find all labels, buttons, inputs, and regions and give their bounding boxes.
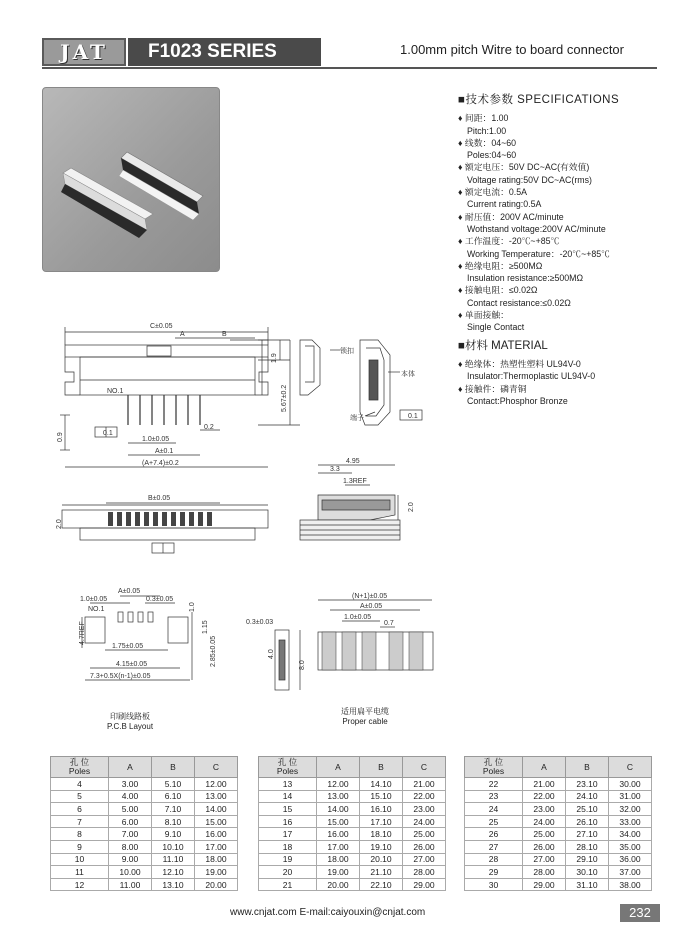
spec-line: Contact resistance:≤0.02Ω xyxy=(467,297,571,308)
cable-caption xyxy=(325,707,405,727)
table-cell: 21.10 xyxy=(360,866,403,879)
cable-dim-a: A±0.05 xyxy=(360,603,383,610)
table-cell: 18.10 xyxy=(360,828,403,841)
material-line: Insulator:Thermoplastic UL94V-0 xyxy=(467,371,596,381)
table-header-c: C xyxy=(403,757,446,778)
table-cell: 15.10 xyxy=(360,790,403,803)
cross-section-drawing xyxy=(300,465,400,540)
table-cell: 6.00 xyxy=(109,815,152,828)
table-row xyxy=(259,866,446,879)
table-cell: 12.00 xyxy=(317,778,360,791)
pcb-caption-cn: 印刷线路板 xyxy=(110,712,150,721)
table-cell: 30.00 xyxy=(609,778,652,791)
table-cell: 9.00 xyxy=(109,853,152,866)
table-cell: 23.10 xyxy=(566,778,609,791)
table-cell: 4 xyxy=(51,778,109,791)
table-cell: 26.00 xyxy=(403,840,446,853)
dimension-table-2 xyxy=(258,756,446,891)
table-header-c: C xyxy=(609,757,652,778)
dim-3-3: 3.3 xyxy=(330,466,340,473)
spec-line: Poles:04~60 xyxy=(467,150,517,161)
table-cell: 11.00 xyxy=(109,878,152,891)
table-row xyxy=(465,828,652,841)
pcb-dim-0-3: 0.3±0.05 xyxy=(146,596,174,603)
table-cell: 15.00 xyxy=(195,815,238,828)
table-cell: 20.00 xyxy=(317,878,360,891)
lock-label: 锁扣 xyxy=(340,348,354,355)
table-header-b: B xyxy=(360,757,403,778)
table-cell: 17 xyxy=(259,828,317,841)
table-header-a: A xyxy=(109,757,152,778)
table-cell: 5.00 xyxy=(109,803,152,816)
table-cell: 29.00 xyxy=(523,878,566,891)
spec-line: ♦ 额定电压：50V DC~AC(有效值) xyxy=(458,162,590,173)
table-row xyxy=(465,840,652,853)
cable-dim-0-7: 0.7 xyxy=(384,620,394,627)
table-cell: 27.00 xyxy=(523,853,566,866)
table-cell: 16.00 xyxy=(317,828,360,841)
flatness-label: 0.1 xyxy=(408,413,418,420)
table-cell: 16 xyxy=(259,815,317,828)
table-row xyxy=(51,866,238,879)
table-header-poles: 孔 位 Poles xyxy=(259,757,317,778)
table-row xyxy=(259,803,446,816)
table-row xyxy=(259,790,446,803)
table-cell: 17.10 xyxy=(360,815,403,828)
dim-2-0-right: 2.0 xyxy=(408,502,415,512)
pcb-caption xyxy=(95,712,165,732)
table-cell: 6 xyxy=(51,803,109,816)
spec-line: ♦ 间距：1.00 xyxy=(458,113,509,124)
dim-a-0-1: A±0.1 xyxy=(155,448,174,455)
table-cell: 30.10 xyxy=(566,866,609,879)
table-cell: 13.00 xyxy=(195,790,238,803)
material-line: Contact:Phosphor Bronze xyxy=(467,396,568,406)
dimension-table-1 xyxy=(50,756,238,891)
table-row xyxy=(259,828,446,841)
table-cell: 8.10 xyxy=(152,815,195,828)
table-row xyxy=(259,778,446,791)
table-cell: 25.00 xyxy=(403,828,446,841)
spec-line: Working Temperature：-20℃~+85℃ xyxy=(467,248,610,259)
dim-c: C±0.05 xyxy=(150,323,173,330)
table-cell: 14.00 xyxy=(195,803,238,816)
table-cell: 27 xyxy=(465,840,523,853)
table-cell: 18 xyxy=(259,840,317,853)
table-cell: 20 xyxy=(259,866,317,879)
pcb-no1-label: NO.1 xyxy=(88,606,105,613)
dimension-table-3 xyxy=(464,756,652,891)
dim-0-2: 0.2 xyxy=(204,424,214,431)
table-cell: 9.10 xyxy=(152,828,195,841)
table-cell: 25 xyxy=(465,815,523,828)
table-header-poles: 孔 位 Poles xyxy=(465,757,523,778)
table-cell: 7 xyxy=(51,815,109,828)
table-row xyxy=(259,840,446,853)
dim-a-plus-7-4: (A+7.4)±0.2 xyxy=(142,460,179,467)
table-cell: 13.10 xyxy=(152,878,195,891)
table-cell: 29.10 xyxy=(566,853,609,866)
table-cell: 17.00 xyxy=(195,840,238,853)
pcb-dim-1-0: 1.0 xyxy=(189,602,196,612)
material-line: ♦ 接触件：磷青铜 xyxy=(458,383,527,394)
table-row xyxy=(51,878,238,891)
spec-line: Voltage rating:50V DC~AC(rms) xyxy=(467,174,592,185)
table-header-poles: 孔 位 Poles xyxy=(51,757,109,778)
table-row xyxy=(51,828,238,841)
company-logo: JAT xyxy=(42,38,126,66)
dim-b: B xyxy=(222,331,227,338)
table-cell: 23.00 xyxy=(403,803,446,816)
front-view-drawing xyxy=(60,327,300,467)
cable-dim-pitch: 1.0±0.05 xyxy=(344,614,372,621)
table-cell: 19.00 xyxy=(195,866,238,879)
table-cell: 36.00 xyxy=(609,853,652,866)
table-cell: 29.00 xyxy=(403,878,446,891)
table-cell: 22 xyxy=(465,778,523,791)
table-row xyxy=(465,803,652,816)
table-row xyxy=(259,878,446,891)
table-cell: 9 xyxy=(51,840,109,853)
spec-line: ♦ 额定电流：0.5A xyxy=(458,187,528,198)
table-cell: 21.00 xyxy=(403,778,446,791)
table-header-b: B xyxy=(152,757,195,778)
cable-dim-8-0: 8.0 xyxy=(299,660,306,670)
pcb-dim-1-15: 1.15 xyxy=(202,620,209,634)
pcb-dim-2-85: 2.85±0.05 xyxy=(210,635,217,667)
table-row xyxy=(465,790,652,803)
table-row xyxy=(51,778,238,791)
dim-0-9: 0.9 xyxy=(57,432,64,442)
table-cell: 18.00 xyxy=(317,853,360,866)
spec-line: Pitch:1.00 xyxy=(467,125,507,136)
table-cell: 14.00 xyxy=(317,803,360,816)
dim-pitch: 1.0±0.05 xyxy=(142,436,170,443)
pcb-dim-a: A±0.05 xyxy=(118,588,141,595)
table-cell: 10.00 xyxy=(109,866,152,879)
table-header-c: C xyxy=(195,757,238,778)
table-cell: 19.00 xyxy=(317,866,360,879)
table-cell: 11 xyxy=(51,866,109,879)
table-cell: 23.00 xyxy=(523,803,566,816)
table-cell: 20.10 xyxy=(360,853,403,866)
table-cell: 23 xyxy=(465,790,523,803)
table-cell: 31.00 xyxy=(609,790,652,803)
table-cell: 15 xyxy=(259,803,317,816)
table-cell: 21 xyxy=(259,878,317,891)
dim-2-0-left: 2.0 xyxy=(56,519,63,529)
material-line: ♦ 绝缘体：热塑性塑料 UL94V-0 xyxy=(458,358,581,369)
table-cell: 6.10 xyxy=(152,790,195,803)
pcb-dim-4-7-ref: 4.7REF xyxy=(79,621,86,645)
table-cell: 16.00 xyxy=(195,828,238,841)
table-header-b: B xyxy=(566,757,609,778)
table-cell: 22.00 xyxy=(403,790,446,803)
table-cell: 37.00 xyxy=(609,866,652,879)
spec-line: ♦ 绝缘电阻：≥500MΩ xyxy=(458,260,543,271)
body-label: 本体 xyxy=(401,371,415,378)
table-row xyxy=(51,790,238,803)
dim-b-0-05: B±0.05 xyxy=(148,495,171,502)
material-heading: ■材料 MATERIAL xyxy=(458,340,548,352)
table-cell: 26.10 xyxy=(566,815,609,828)
pin-no1-label: NO.1 xyxy=(107,388,124,395)
spec-line: Insulation resistance:≥500MΩ xyxy=(467,273,584,284)
table-cell: 4.00 xyxy=(109,790,152,803)
table-cell: 25.00 xyxy=(523,828,566,841)
pcb-dim-7-3: 7.3+0.5X(n-1)±0.05 xyxy=(90,673,151,680)
table-cell: 24.00 xyxy=(523,815,566,828)
table-cell: 28.00 xyxy=(403,866,446,879)
table-cell: 11.10 xyxy=(152,853,195,866)
dim-4-95: 4.95 xyxy=(346,458,360,465)
pcb-caption-en: P.C.B Layout xyxy=(106,722,154,731)
table-cell: 24 xyxy=(465,803,523,816)
table-row xyxy=(465,853,652,866)
table-row xyxy=(259,853,446,866)
table-cell: 24.00 xyxy=(403,815,446,828)
spec-line: ♦ 耐压值：200V AC/minute xyxy=(458,211,564,222)
table-cell: 33.00 xyxy=(609,815,652,828)
table-cell: 30 xyxy=(465,878,523,891)
table-cell: 32.00 xyxy=(609,803,652,816)
table-cell: 22.00 xyxy=(523,790,566,803)
pcb-dim-4-15: 4.15±0.05 xyxy=(116,661,148,668)
table-cell: 26 xyxy=(465,828,523,841)
footer-contact: www.cnjat.com E-mail:caiyouxin@cnjat.com xyxy=(230,907,426,918)
series-title: F1023 SERIES xyxy=(128,38,321,66)
table-cell: 34.00 xyxy=(609,828,652,841)
cable-dim-n1: (N+1)±0.05 xyxy=(352,593,388,600)
table-cell: 38.00 xyxy=(609,878,652,891)
table-cell: 25.10 xyxy=(566,803,609,816)
table-cell: 3.00 xyxy=(109,778,152,791)
dim-0-1: 0.1 xyxy=(103,430,113,437)
table-cell: 20.00 xyxy=(195,878,238,891)
dim-a: A xyxy=(180,331,185,338)
table-cell: 27.10 xyxy=(566,828,609,841)
cable-caption-en: Proper cable xyxy=(342,717,388,726)
table-cell: 18.00 xyxy=(195,853,238,866)
cable-caption-cn: 适用扁平电缆 xyxy=(341,707,389,716)
spec-line: Wothstand voltage:200V AC/minute xyxy=(467,223,606,234)
table-header-a: A xyxy=(523,757,566,778)
pcb-dim-pitch: 1.0±0.05 xyxy=(80,596,108,603)
spec-line: ♦ 单面接触： xyxy=(458,310,509,321)
table-cell: 28.00 xyxy=(523,866,566,879)
table-cell: 14.10 xyxy=(360,778,403,791)
table-cell: 5 xyxy=(51,790,109,803)
table-cell: 19 xyxy=(259,853,317,866)
table-cell: 26.00 xyxy=(523,840,566,853)
table-cell: 5.10 xyxy=(152,778,195,791)
page-number: 232 xyxy=(620,904,660,922)
top-view-drawing xyxy=(62,503,268,553)
table-row xyxy=(465,778,652,791)
table-cell: 28.10 xyxy=(566,840,609,853)
table-cell: 29 xyxy=(465,866,523,879)
page-title: 1.00mm pitch Witre to board connector xyxy=(400,42,624,57)
table-cell: 27.00 xyxy=(403,853,446,866)
table-row xyxy=(465,815,652,828)
table-cell: 21.00 xyxy=(523,778,566,791)
spec-line: ♦ 线数：04~60 xyxy=(458,137,517,148)
spec-line: ♦ 工作温度：-20℃~+85℃ xyxy=(458,236,560,247)
table-cell: 12.00 xyxy=(195,778,238,791)
spec-line: Single Contact xyxy=(467,322,525,333)
table-row xyxy=(51,853,238,866)
table-header-a: A xyxy=(317,757,360,778)
table-cell: 15.00 xyxy=(317,815,360,828)
pcb-dim-1-75: 1.75±0.05 xyxy=(112,643,144,650)
table-row xyxy=(51,803,238,816)
specifications-heading: ■技术参数 SPECIFICATIONS xyxy=(458,94,620,106)
spec-line: ♦ 接触电阻：≤0.02Ω xyxy=(458,285,538,296)
terminal-label: 端子 xyxy=(350,415,364,422)
table-cell: 10.10 xyxy=(152,840,195,853)
table-cell: 7.00 xyxy=(109,828,152,841)
table-row xyxy=(465,866,652,879)
spec-line: Current rating:0.5A xyxy=(467,199,542,210)
table-cell: 17.00 xyxy=(317,840,360,853)
table-cell: 24.10 xyxy=(566,790,609,803)
dim-1-9: 1.9 xyxy=(271,353,278,363)
cable-dim-4-0: 4.0 xyxy=(268,649,275,659)
cable-dim-0-3: 0.3±0.03 xyxy=(246,619,274,626)
table-cell: 10 xyxy=(51,853,109,866)
dim-5-67: 5.67±0.2 xyxy=(281,384,288,412)
table-cell: 8.00 xyxy=(109,840,152,853)
table-row xyxy=(465,878,652,891)
table-cell: 19.10 xyxy=(360,840,403,853)
table-cell: 12 xyxy=(51,878,109,891)
table-cell: 35.00 xyxy=(609,840,652,853)
table-cell: 14 xyxy=(259,790,317,803)
table-cell: 31.10 xyxy=(566,878,609,891)
table-cell: 8 xyxy=(51,828,109,841)
table-cell: 12.10 xyxy=(152,866,195,879)
table-cell: 13.00 xyxy=(317,790,360,803)
table-cell: 7.10 xyxy=(152,803,195,816)
table-row xyxy=(259,815,446,828)
table-row xyxy=(51,840,238,853)
table-cell: 28 xyxy=(465,853,523,866)
table-cell: 22.10 xyxy=(360,878,403,891)
dim-1-3-ref: 1.3REF xyxy=(343,478,367,485)
side-view-drawing xyxy=(300,340,422,425)
table-row xyxy=(51,815,238,828)
table-cell: 13 xyxy=(259,778,317,791)
table-cell: 16.10 xyxy=(360,803,403,816)
